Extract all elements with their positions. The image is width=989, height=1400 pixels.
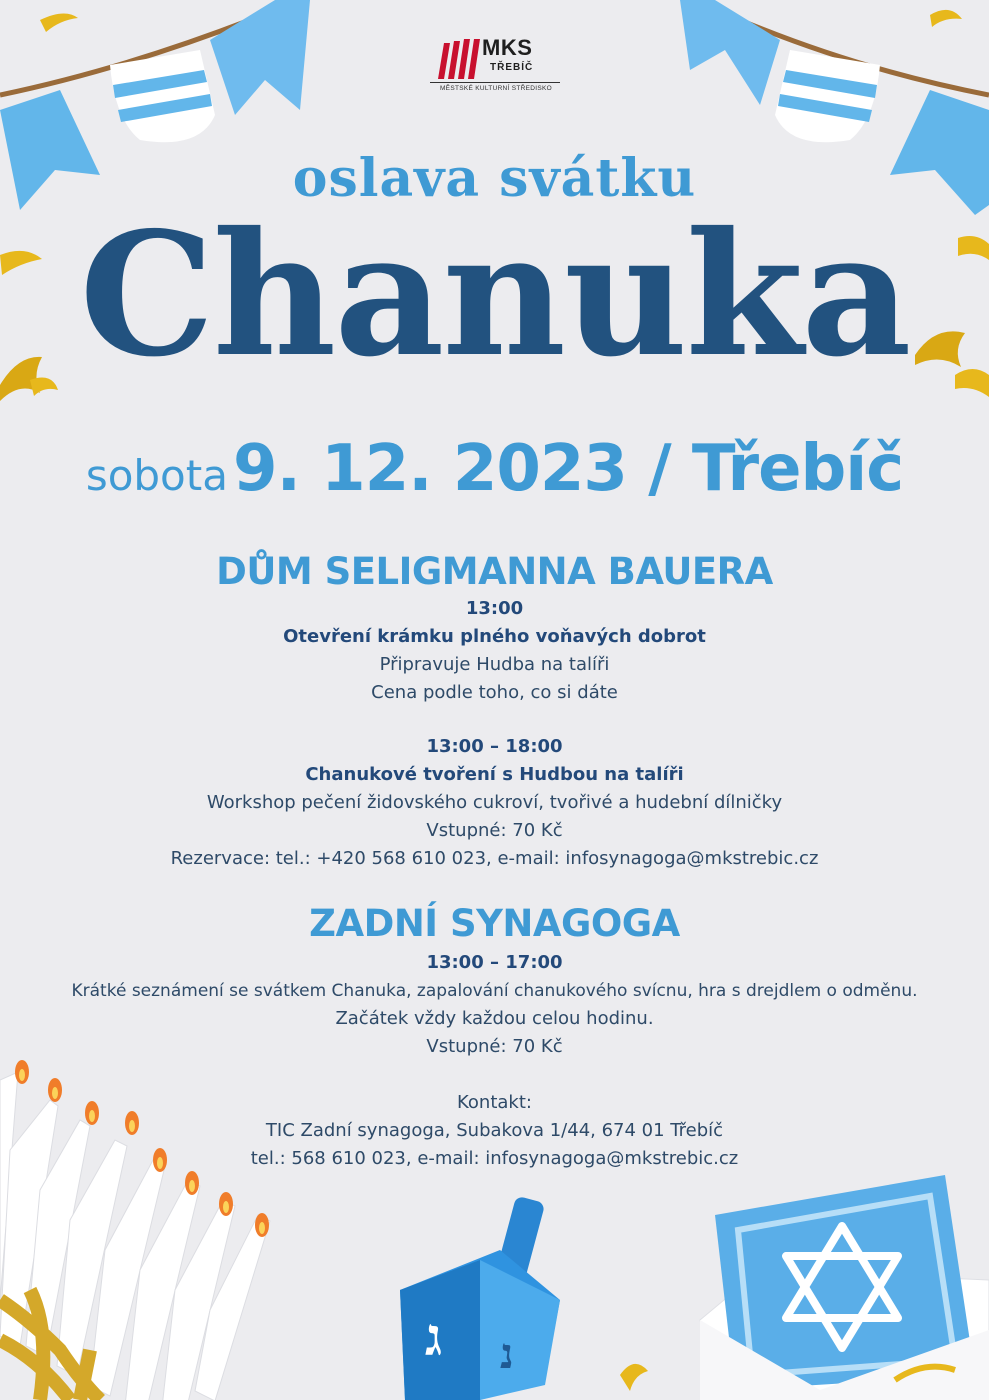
event-detail: Připravuje Hudba na talíři bbox=[379, 654, 610, 675]
event-title-workshop: Chanukové tvoření s Hudbou na talíři bbox=[305, 764, 684, 785]
contact-label: Kontakt: bbox=[457, 1092, 532, 1113]
event-detail: Workshop pečení židovského cukroví, tvořivé a hudební dílničky bbox=[206, 792, 783, 813]
venue-heading-bauer: DŮM SELIGMANNA BAUERA bbox=[216, 550, 773, 593]
contact-phone-email: tel.: 568 610 023, e-mail: infosynagoga@mkstrebic.cz bbox=[250, 1148, 739, 1169]
event-subtitle: oslava svátku bbox=[292, 148, 697, 209]
event-detail: Cena podle toho, co si dáte bbox=[371, 682, 618, 703]
dreidel-letter-gimel: ג bbox=[425, 1307, 443, 1368]
event-time: 13:00 bbox=[465, 598, 524, 619]
envelope-star-icon bbox=[700, 1175, 989, 1400]
logo-city: TŘEBÍČ bbox=[490, 62, 534, 73]
event-dateline bbox=[0, 432, 989, 506]
event-reservation: Rezervace: tel.: +420 568 610 023, e-mail: infosynagoga@mkstrebic.cz bbox=[170, 848, 819, 869]
event-title-shop: Otevření krámku plného voňavých dobrot bbox=[283, 626, 706, 647]
mks-logo bbox=[430, 35, 562, 97]
event-date-place: 9. 12. 2023 / Třebíč bbox=[233, 432, 904, 506]
logo-divider bbox=[430, 82, 560, 83]
logo-name: MKS bbox=[482, 35, 533, 60]
event-day: sobota bbox=[85, 451, 228, 500]
event-detail: Začátek vždy každou celou hodinu. bbox=[335, 1008, 654, 1029]
dreidel-letter-nun: נ bbox=[500, 1329, 514, 1378]
event-title: Chanuka bbox=[79, 195, 910, 395]
venue-heading-synagogue: ZADNÍ SYNAGOGA bbox=[309, 902, 680, 945]
contact-address: TIC Zadní synagoga, Subakova 1/44, 674 01 Třebíč bbox=[265, 1120, 724, 1141]
dreidel-icon bbox=[400, 1196, 560, 1400]
logo-subtitle: MĚSTSKÉ KULTURNÍ STŘEDISKO bbox=[439, 85, 553, 92]
event-detail: Vstupné: 70 Kč bbox=[426, 1036, 563, 1057]
mks-logo-mark-icon bbox=[436, 37, 480, 81]
event-detail: Vstupné: 70 Kč bbox=[426, 820, 563, 841]
event-time: 13:00 – 18:00 bbox=[426, 736, 563, 757]
event-detail: Krátké seznámení se svátkem Chanuka, zapalování chanukového svícnu, hra s drejdlem o odměnu. bbox=[71, 981, 918, 1001]
event-time: 13:00 – 17:00 bbox=[426, 952, 563, 973]
